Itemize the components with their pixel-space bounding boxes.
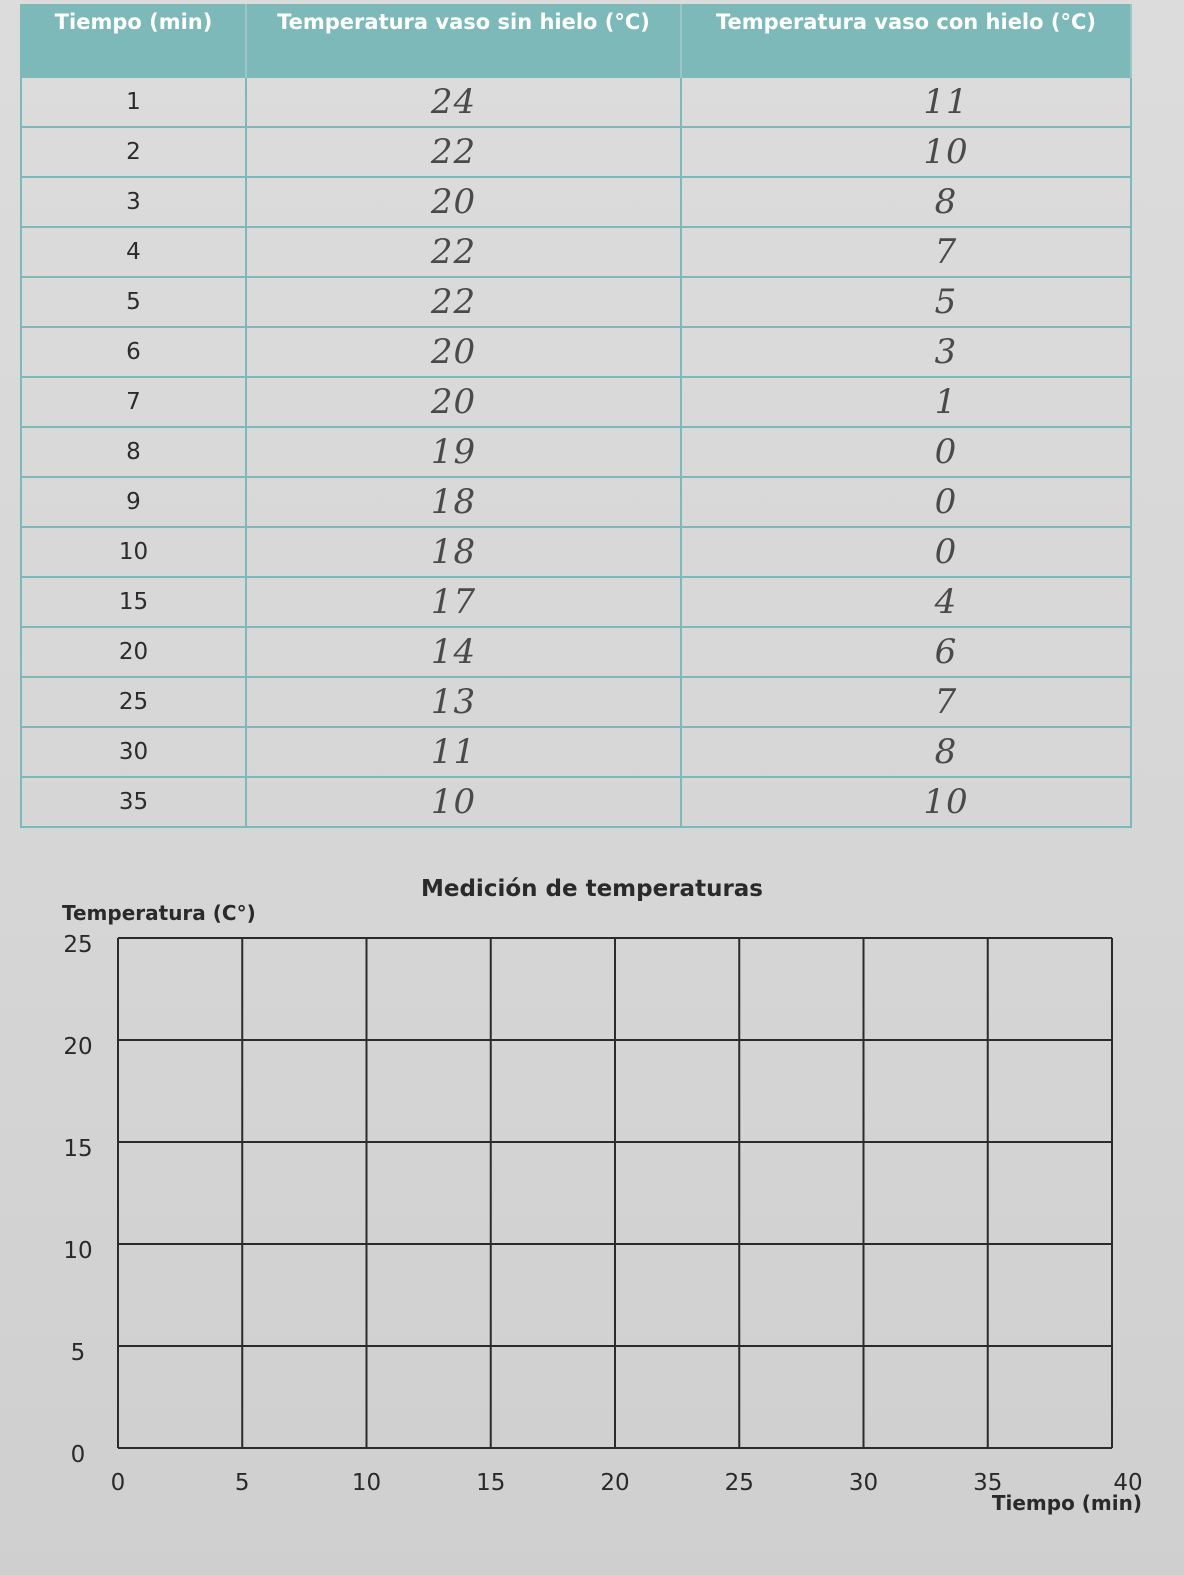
- y-tick-label: 20: [63, 1034, 93, 1060]
- handwritten-value: 24: [430, 82, 477, 122]
- x-tick-label: 15: [476, 1470, 506, 1496]
- handwritten-value: 18: [430, 482, 477, 522]
- header-sin-hielo: Temperatura vaso sin hielo (°C): [246, 4, 681, 77]
- handwritten-value: 10: [430, 782, 477, 822]
- y-tick-label: 25: [63, 932, 93, 958]
- handwritten-value: 3: [934, 332, 958, 372]
- handwritten-value: 22: [430, 132, 477, 172]
- x-tick-label: 40: [1113, 1470, 1143, 1496]
- handwritten-value: 20: [430, 332, 477, 372]
- handwritten-value: 14: [430, 632, 477, 672]
- handwritten-value: 8: [934, 182, 958, 222]
- handwritten-value: 20: [430, 382, 477, 422]
- handwritten-value: 7: [934, 232, 958, 272]
- cell-time: 4: [21, 227, 246, 277]
- cell-time: 8: [21, 427, 246, 477]
- handwritten-value: 11: [430, 732, 477, 772]
- cell-time: 6: [21, 327, 246, 377]
- y-tick-label: 0: [70, 1442, 86, 1468]
- handwritten-value: 22: [430, 282, 477, 322]
- handwritten-value: 10: [923, 782, 969, 822]
- handwritten-value: 4: [934, 582, 958, 622]
- header-con-hielo: Temperatura vaso con hielo (°C): [681, 4, 1131, 77]
- cell-time: 9: [21, 477, 246, 527]
- handwritten-value: 11: [923, 82, 969, 122]
- cell-time: 15: [21, 577, 246, 627]
- handwritten-value: 6: [934, 632, 958, 672]
- header-time: Tiempo (min): [21, 4, 246, 77]
- x-tick-label: 20: [600, 1470, 630, 1496]
- x-tick-label: 25: [724, 1470, 754, 1496]
- x-tick-label: 10: [351, 1470, 382, 1496]
- handwritten-value: 5: [934, 282, 958, 322]
- cell-time: 25: [21, 677, 246, 727]
- x-axis-label: Tiempo (min): [991, 1491, 1142, 1515]
- chart-title: Medición de temperaturas: [420, 876, 763, 902]
- y-tick-label: 10: [63, 1238, 93, 1264]
- handwritten-value: 18: [430, 532, 477, 572]
- handwritten-value: 22: [430, 232, 477, 272]
- cell-time: 2: [21, 127, 246, 177]
- handwritten-value: 10: [923, 132, 969, 172]
- cell-time: 3: [21, 177, 246, 227]
- handwritten-value: 13: [430, 682, 477, 722]
- handwritten-value: 20: [430, 182, 477, 222]
- handwritten-value: 1: [934, 382, 958, 422]
- handwritten-value: 17: [430, 582, 477, 622]
- y-axis-label: Temperatura (C°): [62, 901, 256, 925]
- handwritten-value: 0: [934, 432, 958, 472]
- cell-time: 35: [21, 777, 246, 827]
- cell-time: 30: [21, 727, 246, 777]
- handwritten-value: 19: [430, 432, 477, 472]
- cell-time: 1: [21, 77, 246, 127]
- y-tick-label: 5: [70, 1340, 86, 1366]
- x-tick-label: 5: [234, 1470, 250, 1496]
- x-tick-label: 35: [973, 1470, 1003, 1496]
- cell-time: 7: [21, 377, 246, 427]
- handwritten-value: 0: [934, 482, 958, 522]
- handwritten-value: 0: [934, 532, 958, 572]
- x-tick-label: 30: [848, 1470, 879, 1496]
- cell-time: 5: [21, 277, 246, 327]
- cell-time: 20: [21, 627, 246, 677]
- y-tick-label: 15: [63, 1136, 93, 1162]
- cell-time: 10: [21, 527, 246, 577]
- handwritten-value: 8: [934, 732, 958, 772]
- handwritten-value: 7: [934, 682, 958, 722]
- x-tick-label: 0: [110, 1470, 126, 1496]
